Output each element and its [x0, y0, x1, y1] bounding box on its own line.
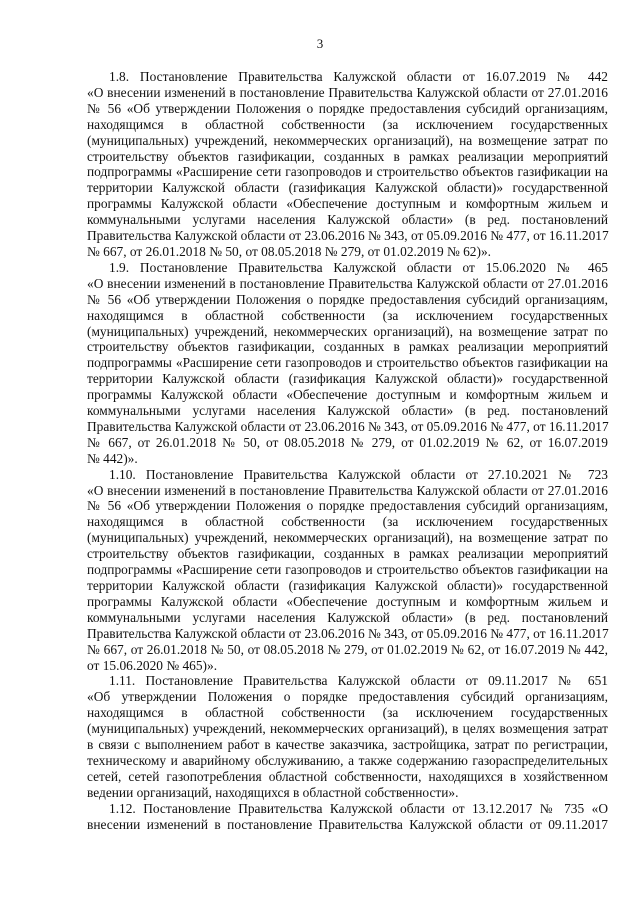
text-line: (муниципальных) учреждений, некоммерческих организаций), на возмещение затрат по [87, 132, 608, 148]
text-line: сетей, сетей газопотребления областной собственности, находящихся в хозяйственном [87, 768, 608, 784]
text-line: находящимся в областной собственности (за исключением государственных [87, 705, 608, 721]
document-body [87, 69, 608, 833]
text-line: «О внесении изменений в постановление Правительства Калужской области от 27.01.2016 [87, 84, 608, 100]
text-line: ведении организаций, находящихся в областной собственности». [87, 784, 459, 800]
text-line: территории Калужской области (газификация Калужской области)» государственной [87, 180, 608, 196]
text-line: программы Калужской области «Обеспечение доступным и комфортным жильем и [87, 196, 608, 212]
text-line: 1.10. Постановление Правительства Калужской области от 27.10.2021 № 723 [109, 466, 608, 482]
text-line: строительству объектов газификации, созданных в рамках реализации мероприятий [87, 148, 608, 164]
text-line: «О внесении изменений в постановление Правительства Калужской области от 27.01.2016 [87, 275, 608, 291]
text-line: в связи с выполнением работ в качестве заказчика, застройщика, затрат по регистрации, [87, 737, 608, 753]
text-line: «О внесении изменений в постановление Правительства Калужской области от 27.01.2016 [87, 482, 608, 498]
paragraph [87, 69, 608, 260]
text-line: программы Калужской области «Обеспечение доступным и комфортным жильем и [87, 387, 608, 403]
text-line: находящимся в областной собственности (за исключением государственных [87, 116, 608, 132]
text-line: находящимся в областной собственности (за исключением государственных [87, 514, 608, 530]
text-line: 1.12. Постановление Правительства Калужской области от 13.12.2017 № 735 «О [109, 800, 608, 816]
text-line: внесении изменений в постановление Правительства Калужской области от 09.11.2017 [87, 816, 608, 832]
paragraph [87, 801, 608, 833]
text-line: территории Калужской области (газификация Калужской области)» государственной [87, 371, 608, 387]
text-line: № 442)». [87, 450, 138, 466]
text-line: строительству объектов газификации, созданных в рамках реализации мероприятий [87, 339, 608, 355]
paragraph [87, 467, 608, 674]
text-line: 1.9. Постановление Правительства Калужской области от 15.06.2020 № 465 [109, 259, 608, 275]
text-line: 1.11. Постановление Правительства Калужской области от 09.11.2017 № 651 [109, 673, 608, 689]
text-line: № 56 «Об утверждении Положения о порядке предоставления субсидий организациям, [87, 100, 608, 116]
text-line: № 667, от 26.01.2018 № 50, от 08.05.2018 № 279, от 01.02.2019 № 62)». [87, 243, 492, 259]
text-line: (муниципальных) учреждений, некоммерческих организаций), на возмещение затрат по [87, 323, 608, 339]
text-line: подпрограммы «Расширение сети газопроводов и строительство объектов газификации на [87, 562, 608, 578]
text-line: подпрограммы «Расширение сети газопроводов и строительство объектов газификации на [87, 355, 608, 371]
text-line: (муниципальных) учреждений, некоммерческих организаций), на возмещение затрат по [87, 530, 608, 546]
text-line: строительству объектов газификации, созданных в рамках реализации мероприятий [87, 546, 608, 562]
text-line: коммунальными услугами населения Калужской области» (в ред. постановлений [87, 609, 608, 625]
text-line: от 15.06.2020 № 465)». [87, 657, 218, 673]
text-line: коммунальными услугами населения Калужской области» (в ред. постановлений [87, 403, 608, 419]
paragraph [87, 260, 608, 467]
text-line: коммунальными услугами населения Калужской области» (в ред. постановлений [87, 212, 608, 228]
text-line: находящимся в областной собственности (за исключением государственных [87, 307, 608, 323]
text-line: подпрограммы «Расширение сети газопроводов и строительство объектов газификации на [87, 164, 608, 180]
text-line: Правительства Калужской области от 23.06.2016 № 343, от 05.09.2016 № 477, от 16.11.2017 [87, 418, 609, 434]
text-line: № 667, от 26.01.2018 № 50, от 08.05.2018 № 279, от 01.02.2019 № 62, от 16.07.2019 № 442, [87, 641, 608, 657]
text-line: № 56 «Об утверждении Положения о порядке предоставления субсидий организациям, [87, 291, 608, 307]
text-line: Правительства Калужской области от 23.06.2016 № 343, от 05.09.2016 № 477, от 16.11.2017 [87, 625, 609, 641]
text-line: «Об утверждении Положения о порядке предоставления субсидий организациям, [87, 689, 608, 705]
text-line: территории Калужской области (газификация Калужской области)» государственной [87, 578, 608, 593]
text-line: (муниципальных) учреждений, некоммерческих организаций), в целях возмещения затрат [87, 721, 608, 737]
text-line: № 56 «Об утверждении Положения о порядке предоставления субсидий организациям, [87, 498, 608, 514]
text-line: Правительства Калужской области от 23.06.2016 № 343, от 05.09.2016 № 477, от 16.11.2017 [87, 228, 609, 244]
text-line: техническому и аварийному обслуживанию, а также содержанию газораспределительных [87, 752, 608, 768]
text-line: программы Калужской области «Обеспечение доступным и комфортным жильем и [87, 593, 608, 609]
text-line: № 667, от 26.01.2018 № 50, от 08.05.2018 № 279, от 01.02.2019 № 62, от 16.07.2019 [87, 434, 608, 450]
paragraph [87, 673, 608, 800]
text-line: 1.8. Постановление Правительства Калужской области от 16.07.2019 № 442 [109, 69, 608, 84]
page-number: 3 [316, 36, 324, 51]
